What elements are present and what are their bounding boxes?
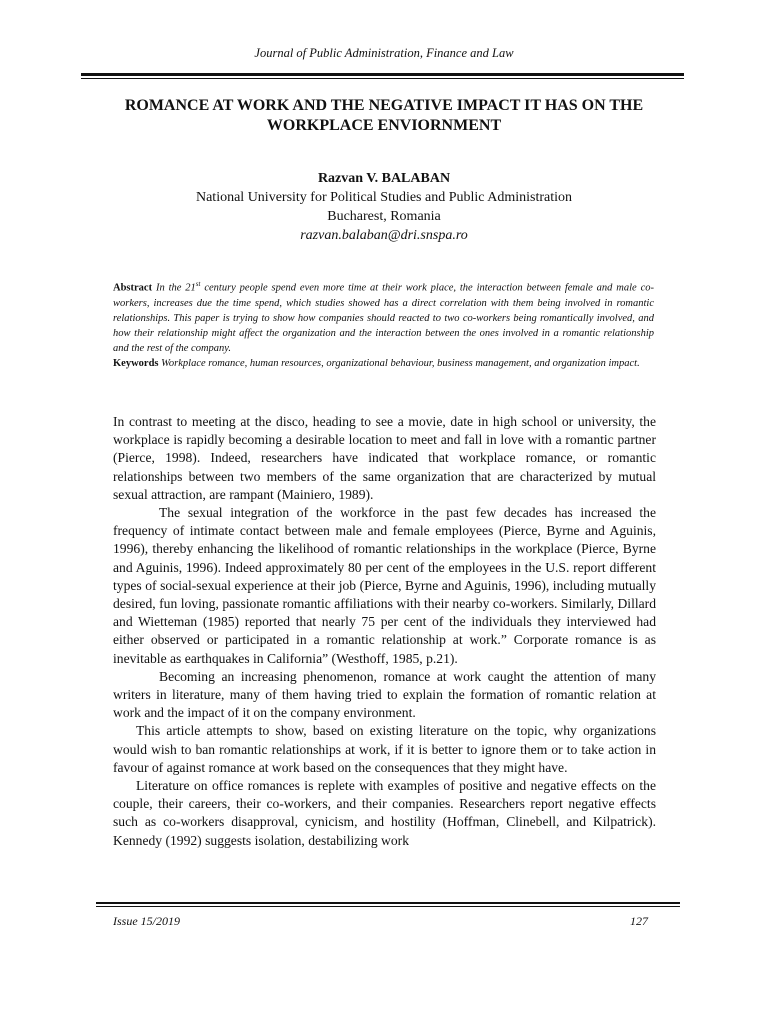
body-paragraph: Literature on office romances is replete with examples of positive and negative effects on the couple, their careers, their co-workers, and their companies. Researchers report negative effects such as co-workers disapproval, cynicism, and hostility (Hoffman, Clinebell, and Kilpatrick). Kennedy (1992) suggests isolation, destabilizing work <box>113 778 656 848</box>
abstract-superscript: st <box>195 280 201 288</box>
article-body <box>113 413 656 850</box>
keywords-label: Keywords <box>113 357 159 369</box>
issue-number: Issue 15/2019 <box>113 914 180 928</box>
keywords-text: Workplace romance, human resources, organizational behaviour, business management, and organization impact. <box>161 357 640 369</box>
keywords-paragraph <box>113 356 654 371</box>
article-title: ROMANCE AT WORK AND THE NEGATIVE IMPACT IT HAS ON THE WORKPLACE ENVIORNMENT <box>124 97 644 134</box>
body-paragraph: In contrast to meeting at the disco, heading to see a movie, date in high school or university, the workplace is rapidly becoming a desirable location to meet and fall in love with a romantic partner (Pierce, 1998). Indeed, researchers have indicated that workplace romance, or romantic relationships between two members of the same organization that are characterized by mutual sexual attraction, are rampant (Mainiero, 1989). <box>113 414 656 502</box>
abstract-text: century people spend even more time at their work place, the interaction between female and male co-workers, increases due the time spend, which studies showed has a direct correlation with them being involved in romantic relationships. This paper is trying to show how companies should reacted to two co-workers being romantically involved, and how their relationship might affect the organization and the interaction between the ones involved in a romantic relationship and the rest of the company. <box>113 282 654 354</box>
header-rule <box>81 73 684 79</box>
page-number: 127 <box>630 914 648 928</box>
abstract-label: Abstract <box>113 282 153 294</box>
author-block <box>100 169 668 245</box>
abstract-text-start: In the 21 <box>155 282 196 294</box>
footer-rule <box>96 902 680 907</box>
author-location: Bucharest, Romania <box>327 209 441 224</box>
body-paragraph: This article attempts to show, based on existing literature on the topic, why organizations would wish to ban romantic relationships at work, if it is better to ignore them or to take action in favour of against romance at work based on the consequences that they might have. <box>113 723 656 775</box>
author-name: Razvan V. BALABAN <box>317 171 451 186</box>
journal-name: Journal of Public Administration, Finance and Law <box>254 46 514 60</box>
abstract-section <box>113 277 654 371</box>
body-paragraph: The sexual integration of the workforce in the past few decades has increased the frequency of intimate contact between male and female employees (Pierce, Byrne and Aguinis, 1996), thereby enhancing the likelihood of romantic relationships in the workplace (Pierce, Byrne and Aguinis, 1996). Indeed approximately 80 per cent of the employees in the U.S. report different types of social-sexual experience at their job (Pierce, Byrne and Aguinis, 1996), including mutually desired, fun loving, passionate romantic affiliations with their nearby co-workers. Similarly, Dillard and Wietteman (1985) reported that nearly 75 per cent of the individuals they interviewed had either observed or participated in a romantic relationship at work.” Corporate romance is as inevitable as earthquakes in California” (Westhoff, 1985, p.21). <box>113 505 656 666</box>
author-affiliation: National University for Political Studies and Public Administration <box>195 190 573 205</box>
abstract-paragraph <box>113 277 654 356</box>
author-email[interactable]: razvan.balaban@dri.snspa.ro <box>300 228 468 243</box>
body-paragraph: Becoming an increasing phenomenon, romance at work caught the attention of many writers in literature, many of them having tried to explain the formation of romantic relation at work and the impact of it on the company environment. <box>113 668 656 721</box>
